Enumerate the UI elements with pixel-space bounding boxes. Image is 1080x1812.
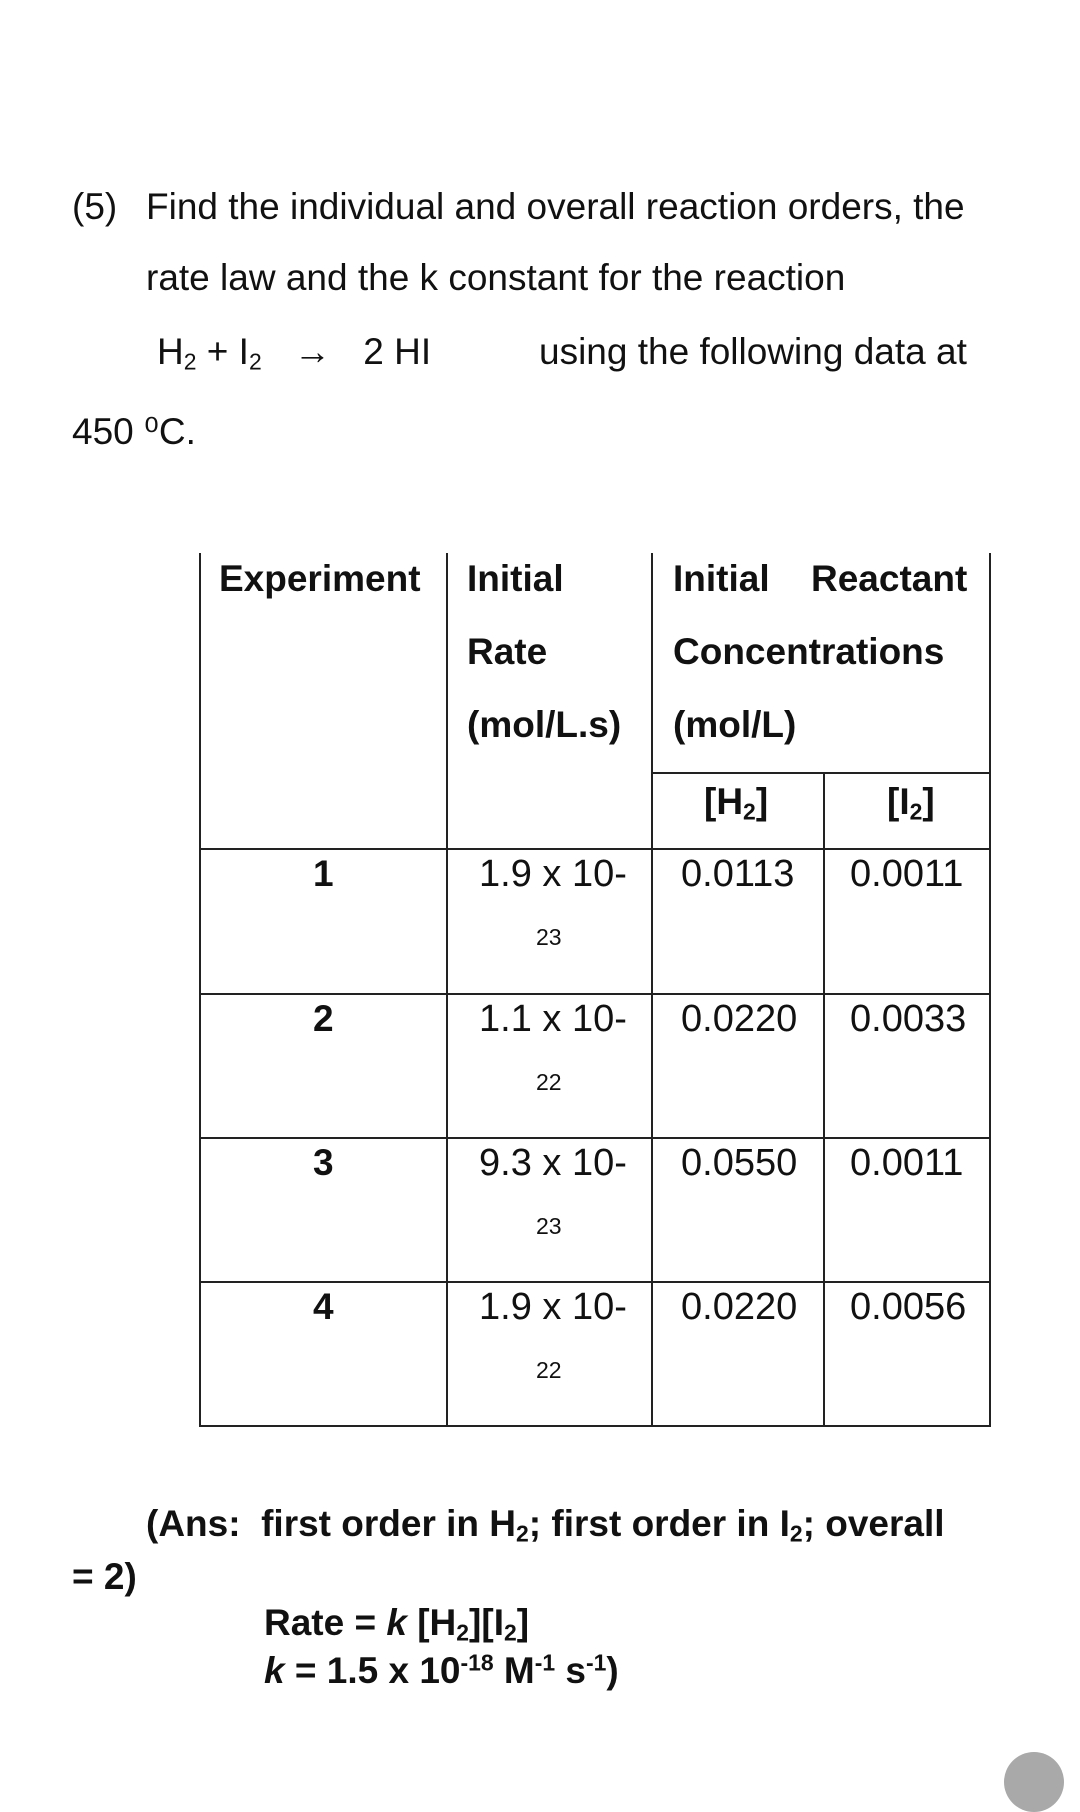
row-4-i2: 0.0056 [850, 1286, 967, 1328]
data-table [199, 553, 991, 1427]
header-concentration-units: (mol/L) [673, 704, 797, 745]
row-4-h2: 0.0220 [681, 1286, 798, 1328]
header-i2: $[I_2]$ [887, 781, 935, 825]
row-3-h2: 0.0550 [681, 1142, 798, 1184]
answer-line-1: (Ans: first order in $H_2$; first order in $I_2$; overall [146, 1503, 945, 1547]
rate-law: Rate = k $[H_2][I_2]$ [264, 1602, 530, 1646]
row-2-h2: 0.0220 [681, 998, 798, 1040]
reaction-equation: $H_2 + I_2 \to 2$ HI [157, 331, 432, 375]
row-2-rate-exponent: 22 [536, 1069, 562, 1095]
row-3-i2: 0.0011 [850, 1142, 964, 1184]
row-1-h2: 0.0113 [681, 853, 795, 895]
floating-action-button[interactable] [1004, 1752, 1064, 1812]
row-4-rate-exponent: 22 [536, 1357, 562, 1383]
row-1-rate: 1.9 x 10- [479, 853, 627, 895]
header-concentration-initial: Initial [673, 558, 770, 599]
question-number: (5) [72, 186, 118, 227]
row-4-rate: 1.9 x 10- [479, 1286, 627, 1328]
row-3-experiment: 3 [313, 1142, 334, 1183]
row-4-experiment: 4 [313, 1286, 334, 1327]
question-line-2: rate law and the k constant for the reaction [146, 257, 846, 298]
row-2-experiment: 2 [313, 998, 334, 1039]
header-concentrations: Concentrations [673, 631, 945, 672]
row-2-i2: 0.0033 [850, 998, 967, 1040]
question-line-3-tail: using the following data at [539, 331, 967, 372]
row-2-rate: 1.1 x 10- [479, 998, 627, 1040]
header-initial-rate-3: (mol/L.s) [467, 704, 622, 745]
answer-line-2: = 2) [72, 1556, 137, 1597]
row-3-rate-exponent: 23 [536, 1213, 562, 1239]
row-3-rate: 9.3 x 10- [479, 1142, 627, 1184]
header-concentration-reactant: Reactant [811, 558, 968, 599]
header-h2: $[H_2]$ [704, 781, 769, 825]
row-1-experiment: 1 [313, 853, 334, 894]
header-experiment: Experiment [219, 558, 421, 599]
question-line-1: Find the individual and overall reaction orders, the [146, 186, 965, 227]
arrow-icon: → [294, 331, 331, 372]
question-line-4: 450 ⁰C. [72, 411, 196, 452]
row-1-rate-exponent: 23 [536, 924, 562, 950]
header-initial-rate-2: Rate [467, 631, 548, 672]
row-1-i2: 0.0011 [850, 853, 964, 895]
k-constant: k = 1.5 x $10^{-18}$ $M^{-1}$ $s^{-1}$) [264, 1649, 619, 1691]
header-initial-rate-1: Initial [467, 558, 564, 599]
